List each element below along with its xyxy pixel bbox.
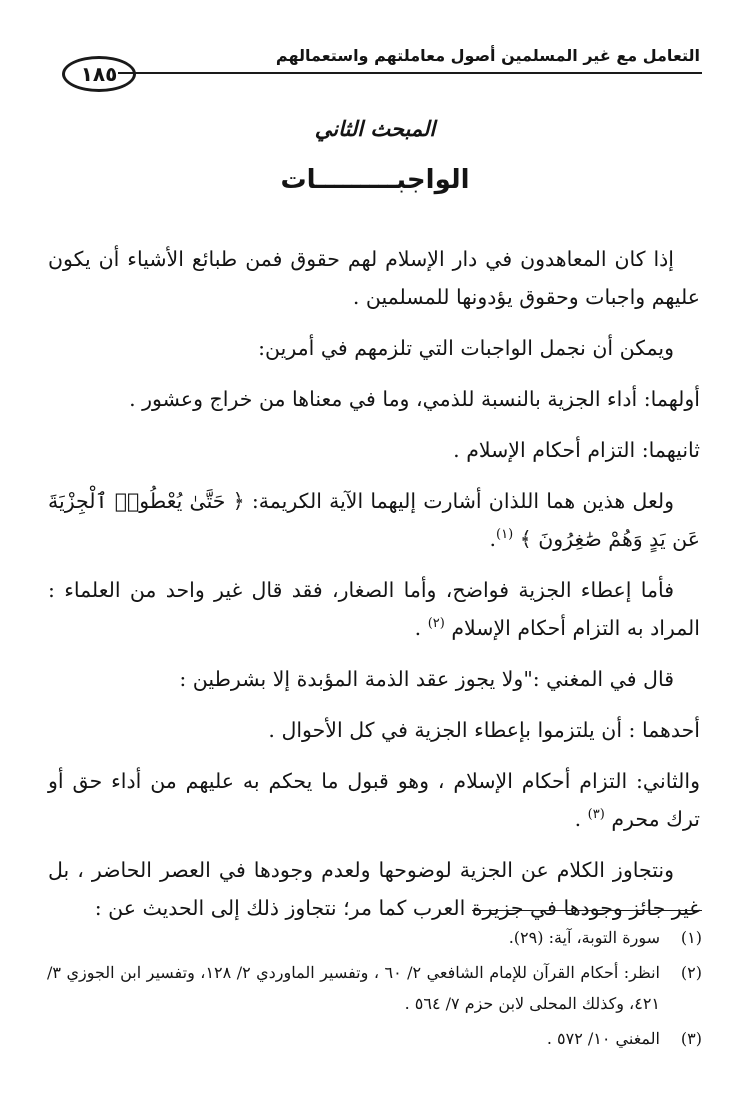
- page-number-badge: ١٨٥: [62, 56, 136, 92]
- paragraph-mughni-quote: قال في المغني :"ولا يجوز عقد الذمة المؤبدة إلا بشرطين :: [179, 667, 674, 691]
- footnotes: [47, 922, 702, 1058]
- paragraph-verse: ولعل هذين هما اللذان أشارت إليهما الآية الكريمة: ﴿ حَتَّىٰ يُعْطُوا۟ ٱلْجِزْيَةَ عَن يَدٍ وَهُمْ صَٰغِرُونَ ﴾ $^{(١)}$.: [48, 489, 700, 551]
- paragraph-tribute: فأما إعطاء الجزية فواضح، وأما الصغار، فقد قال غير واحد من العلماء : المراد به التزام أحكام الإسلام $^{(٢)}$ .: [48, 578, 700, 640]
- paragraph-summary: ويمكن أن نجمل الواجبات التي تلزمهم في أمرين:: [258, 336, 674, 360]
- footnote-text: المغني ١٠/ ٥٧٢ .: [546, 1029, 660, 1048]
- paragraph-second-duty: ثانيهما: التزام أحكام الإسلام .: [453, 438, 700, 462]
- header-rule: [118, 72, 702, 74]
- footnote-separator: [472, 910, 702, 911]
- paragraph-intro: إذا كان المعاهدون في دار الإسلام لهم حقوق فمن طبائع الأشياء أن يكون عليهم واجبات وحقوق يؤدونها للمسلمين .: [48, 247, 700, 309]
- paragraph-transition: ونتجاوز الكلام عن الجزية لوضوحها ولعدم وجودها في العصر الحاضر ، بل غير جائز وجودها في جزيرة العرب كما مر؛ نتجاوز ذلك إلى الحديث عن :: [48, 858, 700, 920]
- paragraph-first-duty: أولهما: أداء الجزية بالنسبة للذمي، وما في معناها من خراج وعشور .: [129, 387, 700, 411]
- footnote-number: (٢): [680, 963, 702, 982]
- footnote-1: [47, 922, 702, 953]
- footnote-number: (٣): [680, 1029, 702, 1048]
- section-title: الواجبـــــــــات: [280, 165, 470, 195]
- body-text: [48, 240, 700, 940]
- footnote-ref-3[interactable]: (٣): [587, 807, 605, 823]
- footnote-2: [47, 957, 702, 1019]
- paragraph-second-condition: والثاني: التزام أحكام الإسلام ، وهو قبول ما يحكم به عليهم من أداء حق أو ترك محرم $^{(٣)}$ .: [48, 769, 700, 831]
- footnote-ref-2[interactable]: (٢): [427, 616, 445, 632]
- footnote-ref-1[interactable]: (١): [496, 527, 514, 543]
- footnote-number: (١): [680, 928, 702, 947]
- footnote-3: [47, 1023, 702, 1054]
- footnote-text: سورة التوبة، آية: (٢٩).: [508, 928, 660, 947]
- footnote-text: انظر: أحكام القرآن للإمام الشافعي ٢/ ٦٠ ، وتفسير الماوردي ٢/ ١٢٨، وتفسير ابن الجوزي ٣/ ٤٢١، وكذلك المحلى لابن حزم ٧/ ٥٦٤ .: [47, 963, 661, 1013]
- section-subtitle: المبحث الثاني: [314, 116, 436, 141]
- running-header-title: التعامل مع غير المسلمين أصول معاملتهم واستعمالهم: [275, 46, 700, 65]
- paragraph-first-condition: أحدهما : أن يلتزموا بإعطاء الجزية في كل الأحوال .: [268, 718, 700, 742]
